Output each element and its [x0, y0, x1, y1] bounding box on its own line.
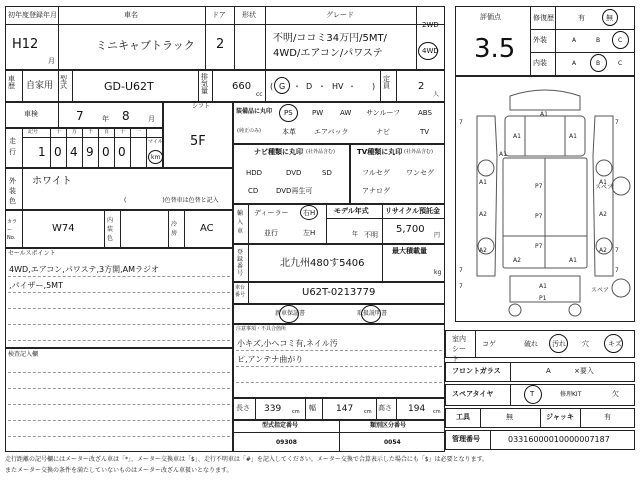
tv-title-sub: (社外品含む): [404, 149, 433, 155]
interior-grade-a: A: [572, 60, 577, 67]
import-right-h-circle: [300, 205, 318, 220]
notes-line2: ピ,アンテナ曲がり: [237, 355, 304, 364]
capacity-label: 定員: [383, 75, 390, 90]
navi-hdd: HDD: [246, 169, 263, 177]
equipment-label: 装備品に丸印: [236, 108, 273, 115]
color-code-value: W74: [52, 223, 75, 234]
recycle-unit: 円: [434, 232, 441, 239]
color-code-box: [5, 210, 233, 248]
exterior-note: ( )色替車は色替と記入: [124, 197, 219, 204]
import-label: 輸入車: [237, 210, 244, 235]
diagram-label-4: A1: [569, 133, 577, 140]
width-label: 幅: [309, 404, 316, 412]
management-value: 03316000010000007187: [508, 435, 610, 444]
diagram-label-13: A2: [479, 247, 487, 254]
door-label: ドア: [212, 11, 226, 19]
new-warranty: 新車保証書: [275, 310, 306, 317]
equipment-label-sub: (純正のみ): [237, 128, 261, 134]
interior-color-label: 内装色: [107, 217, 114, 242]
max-load-unit: kg: [434, 269, 442, 276]
length-value: 339: [264, 404, 282, 414]
displacement-unit: cc: [256, 91, 263, 98]
interior-grade-c: C: [618, 60, 623, 67]
interior-grade-label: 内装: [533, 59, 547, 67]
sales-point-line1: 4WD,エアコン,パワステ,3方開,AMラジオ: [9, 265, 159, 274]
fuel-paren: (: [270, 82, 274, 91]
exterior-grade-a: A: [572, 37, 577, 44]
color-code-label: カラー No.: [7, 219, 18, 241]
mileage-digit-1: 0: [54, 145, 62, 159]
diagram-label-19: 7: [459, 283, 463, 290]
first-reg-era: H12: [12, 37, 39, 52]
mileage-unit-mile: マイル: [148, 139, 163, 145]
shift-label: シフト: [192, 103, 211, 110]
mileage-digit-label-5: 十: [120, 129, 126, 135]
mileage-digit-label-0: 記号: [28, 129, 39, 135]
car-name-label: 車名: [124, 11, 138, 19]
seat-opt-stain-circle: [549, 334, 568, 353]
import-right-h: 右H: [303, 209, 316, 217]
spare-tire-missing: 欠: [612, 390, 619, 398]
equip-airbag: エアバック: [314, 128, 349, 136]
chassis-value: U62T-0213779: [302, 287, 376, 298]
mileage-digit-label-2: 万: [72, 129, 78, 135]
fuel-g-circle: [274, 77, 290, 94]
exterior-grade-label: 外装: [533, 36, 547, 44]
mileage-digit-label-6: 一: [136, 129, 142, 135]
front-glass-replace: ×要入: [574, 367, 594, 375]
capacity-unit: 人: [433, 91, 440, 98]
footer-line2: またメーター交換の条件を満たしていないものはメーター改ざん車扱いとなります。: [5, 467, 233, 474]
grade-line2: 4WD/エアコン/パワステ: [273, 48, 383, 59]
diagram-label-17: 7: [459, 267, 463, 274]
max-load-label: 最大積載量: [392, 247, 427, 255]
front-glass-label: フロントガラス: [452, 367, 501, 375]
category-label: 車歴: [8, 75, 15, 90]
mileage-digit-4: 0: [102, 145, 110, 159]
import-dealer: ディーラー: [254, 209, 289, 217]
class-value: 0054: [384, 439, 401, 446]
tools-value: 無: [506, 413, 513, 421]
registration-value: 北九州480す5406: [280, 258, 365, 269]
manual-circle: [361, 305, 381, 323]
tv-oneseg: ワンセグ: [406, 169, 434, 177]
diagram-label-1: 7: [615, 119, 619, 126]
repair-label: 修復歴: [533, 14, 554, 22]
equip-ps: PS: [284, 109, 293, 117]
manual: 取扱説明書: [357, 310, 388, 317]
mileage-label: 走行: [9, 137, 16, 156]
inspection-month-unit: 月: [148, 115, 155, 123]
equip-leather: 本革: [282, 128, 296, 136]
inspection-label: 車検: [24, 110, 38, 118]
mileage-digit-0: 1: [38, 145, 46, 159]
navi-sd: SD: [322, 169, 332, 177]
score-value: 3.5: [474, 34, 516, 64]
jack-label: ジャッキ: [546, 413, 574, 421]
seat-opt-4: キズ: [608, 340, 622, 348]
jack-value: 有: [604, 413, 611, 421]
diagram-label-12: A2: [599, 211, 607, 218]
seat-opt-1: 破れ: [524, 340, 538, 348]
mileage-km-circle: [148, 150, 163, 164]
diagram-label-11: A2: [479, 211, 487, 218]
documents-box: [233, 304, 445, 324]
diagram-label-0: 7: [459, 119, 463, 126]
notes-label: 注意事項・不具合箇所: [236, 326, 287, 332]
mileage-digit-label-1: 十: [56, 129, 62, 135]
diagram-label-2: A1: [540, 111, 548, 118]
tools-label: 工具: [456, 413, 470, 421]
displacement-label: 排気量: [201, 73, 208, 95]
diagram-spare-2: スペア: [591, 287, 610, 294]
length-label: 長さ: [236, 404, 250, 412]
seat-opt-3: 穴: [582, 340, 589, 348]
car-name-value: ミニキャブトラック: [96, 39, 195, 52]
length-unit: cm: [292, 409, 300, 415]
score-label: 評価点: [480, 13, 501, 21]
navi-dvd-play: DVD再生可: [276, 187, 313, 195]
exterior-grade-c-circle: [612, 31, 629, 49]
ac-label: 冷房: [171, 221, 178, 237]
mileage-digit-5: 0: [118, 145, 126, 159]
seat-opt-scratch-circle: [604, 334, 623, 353]
diagram-label-10: P7: [535, 243, 543, 250]
sales-point-box: [5, 248, 233, 348]
exterior-label: 外装色: [9, 177, 16, 205]
spare-tire-kit: 修理KIT: [560, 391, 582, 398]
diagram-label-8: P7: [535, 183, 543, 190]
repair-no: 無: [606, 14, 613, 22]
navi-title: ナビ種類に丸印: [254, 148, 303, 156]
fuel-dot-1: ・: [293, 82, 301, 91]
inspection-month: 8: [122, 109, 130, 123]
tv-analog: アナログ: [362, 187, 390, 195]
equip-tv: TV: [420, 128, 430, 136]
capacity-value: 2: [418, 81, 425, 92]
grade-label: グレード: [326, 11, 354, 19]
diagram-label-22: P1: [539, 295, 547, 302]
grade-line1: 不明/ココミ34万円/5MT/: [273, 33, 387, 44]
mileage-digit-2: 4: [70, 145, 78, 159]
inspection-year-unit: 年: [102, 115, 109, 123]
diagram-label-7: A1: [599, 179, 607, 186]
displacement-value: 660: [232, 81, 252, 92]
spare-tire-t-circle: [524, 385, 542, 404]
fuel-g: G: [279, 82, 286, 91]
notes-line1: 小キズ,小ヘコミ有,ネイル汚: [237, 339, 338, 348]
model-year-value: 不明: [364, 231, 378, 239]
fuel-dot-2: ・: [318, 82, 326, 91]
spare-tire-label: スペアタイヤ: [452, 390, 494, 398]
class-label: 類別区分番号: [370, 422, 407, 429]
seat-opt-2: 汚れ: [552, 340, 566, 348]
height-label: 高さ: [378, 404, 392, 412]
interior-grade-b-circle: [590, 54, 607, 72]
interior-grade-b: B: [596, 60, 601, 67]
seat-opt-0: コゲ: [482, 340, 496, 348]
diagram-label-18: 7: [615, 267, 619, 274]
registration-label: 登録番号: [237, 249, 244, 277]
height-value: 194: [408, 404, 426, 414]
navi-cd: CD: [248, 187, 259, 195]
mileage-digit-label-3: 千: [88, 129, 94, 135]
inspection-year: 7: [76, 109, 84, 123]
mileage-digit-label-4: 百: [104, 129, 110, 135]
repair-no-circle: [602, 9, 618, 26]
ac-value: AC: [200, 223, 214, 234]
diagram-label-21: A1: [539, 283, 547, 290]
interior-seat-label: 室内シート: [452, 335, 466, 363]
diagram-label-20: 7: [615, 247, 619, 254]
import-parallel: 並行: [264, 229, 278, 237]
navi-title-sub: (社外品含む): [306, 149, 335, 155]
doors-value: 2: [216, 37, 225, 52]
mileage-unit-km: km: [151, 154, 161, 161]
diagram-label-14: A2: [599, 247, 607, 254]
fuel-dot-3: ・: [348, 82, 356, 91]
model-year-unit: 年: [352, 231, 359, 238]
height-unit: cm: [433, 409, 441, 415]
footer-line1: 走行距離の記号欄にはメーター改ざん車は「*」、メーター交換車は「$」、走行不明車は「#」を記入してください。メーター交換で合算表示した場合にも「$」は必要となります。: [5, 456, 489, 463]
recycle-value: 5,700: [396, 224, 425, 235]
first-reg-month-unit: 月: [48, 57, 55, 65]
mileage-digit-3: 9: [86, 145, 94, 159]
fuel-d: D: [306, 82, 313, 91]
diagram-label-15: A2: [513, 257, 521, 264]
navi-dvd: DVD: [286, 169, 302, 177]
import-left-h: 左H: [303, 229, 316, 237]
shift-value: 5F: [190, 134, 206, 149]
width-value: 147: [336, 404, 354, 414]
diagram-label-6: A1: [479, 179, 487, 186]
width-unit: cm: [364, 409, 372, 415]
truck-diagram: [455, 76, 635, 322]
drive-4wd: 4WD: [422, 47, 439, 55]
repair-yes: 有: [578, 14, 585, 22]
recycle-label: リサイクル預託金: [385, 207, 441, 215]
shape-label: 形状: [242, 11, 256, 19]
equip-pw: PW: [312, 109, 324, 117]
tv-fullseg: フルセグ: [362, 169, 390, 177]
equip-ps-circle: [279, 104, 298, 122]
exterior-value: ホワイト: [32, 176, 72, 187]
diagram-label-5: A1: [499, 151, 507, 158]
spare-tire-t: T: [530, 390, 535, 398]
exterior-grade-c: C: [618, 37, 623, 44]
front-glass-a: A: [546, 367, 551, 375]
drive-2wd: 2WD: [422, 21, 439, 29]
vehicle-row: [5, 70, 445, 102]
new-warranty-circle: [279, 305, 299, 323]
fuel-hv: HV: [332, 82, 344, 91]
inspector-label: 検査記入欄: [8, 351, 39, 358]
equip-sunroof: サンルーフ: [366, 109, 401, 117]
diagram-label-16: A1: [569, 257, 577, 264]
sales-point-label: セールスポイント: [8, 250, 56, 257]
model-label: 型式: [60, 75, 67, 90]
model-year-label: モデル年式: [334, 207, 369, 215]
model-value: GD-U62T: [104, 80, 154, 93]
type-value: 09308: [276, 439, 297, 446]
equip-navi: ナビ: [376, 128, 390, 136]
equip-abs: ABS: [418, 109, 432, 117]
diagram-label-9: P7: [535, 213, 543, 220]
management-label: 管理番号: [452, 435, 480, 443]
fuel-paren-close: ): [372, 82, 376, 91]
exterior-grade-b: B: [596, 37, 601, 44]
category-value: 自家用: [26, 81, 54, 91]
type-label: 型式指定番号: [262, 422, 299, 429]
tv-title: TV種類に丸印: [357, 148, 403, 156]
chassis-label: 車台番号: [235, 285, 246, 298]
diagram-spare-1: スペア: [595, 184, 614, 191]
first-reg-label: 初年度登録年月: [8, 11, 57, 19]
sales-point-line2: ,パイザー,5MT: [9, 281, 63, 290]
diagram-label-3: A1: [513, 133, 521, 140]
drive-4wd-circle: [418, 42, 438, 60]
equip-aw: AW: [340, 109, 352, 117]
